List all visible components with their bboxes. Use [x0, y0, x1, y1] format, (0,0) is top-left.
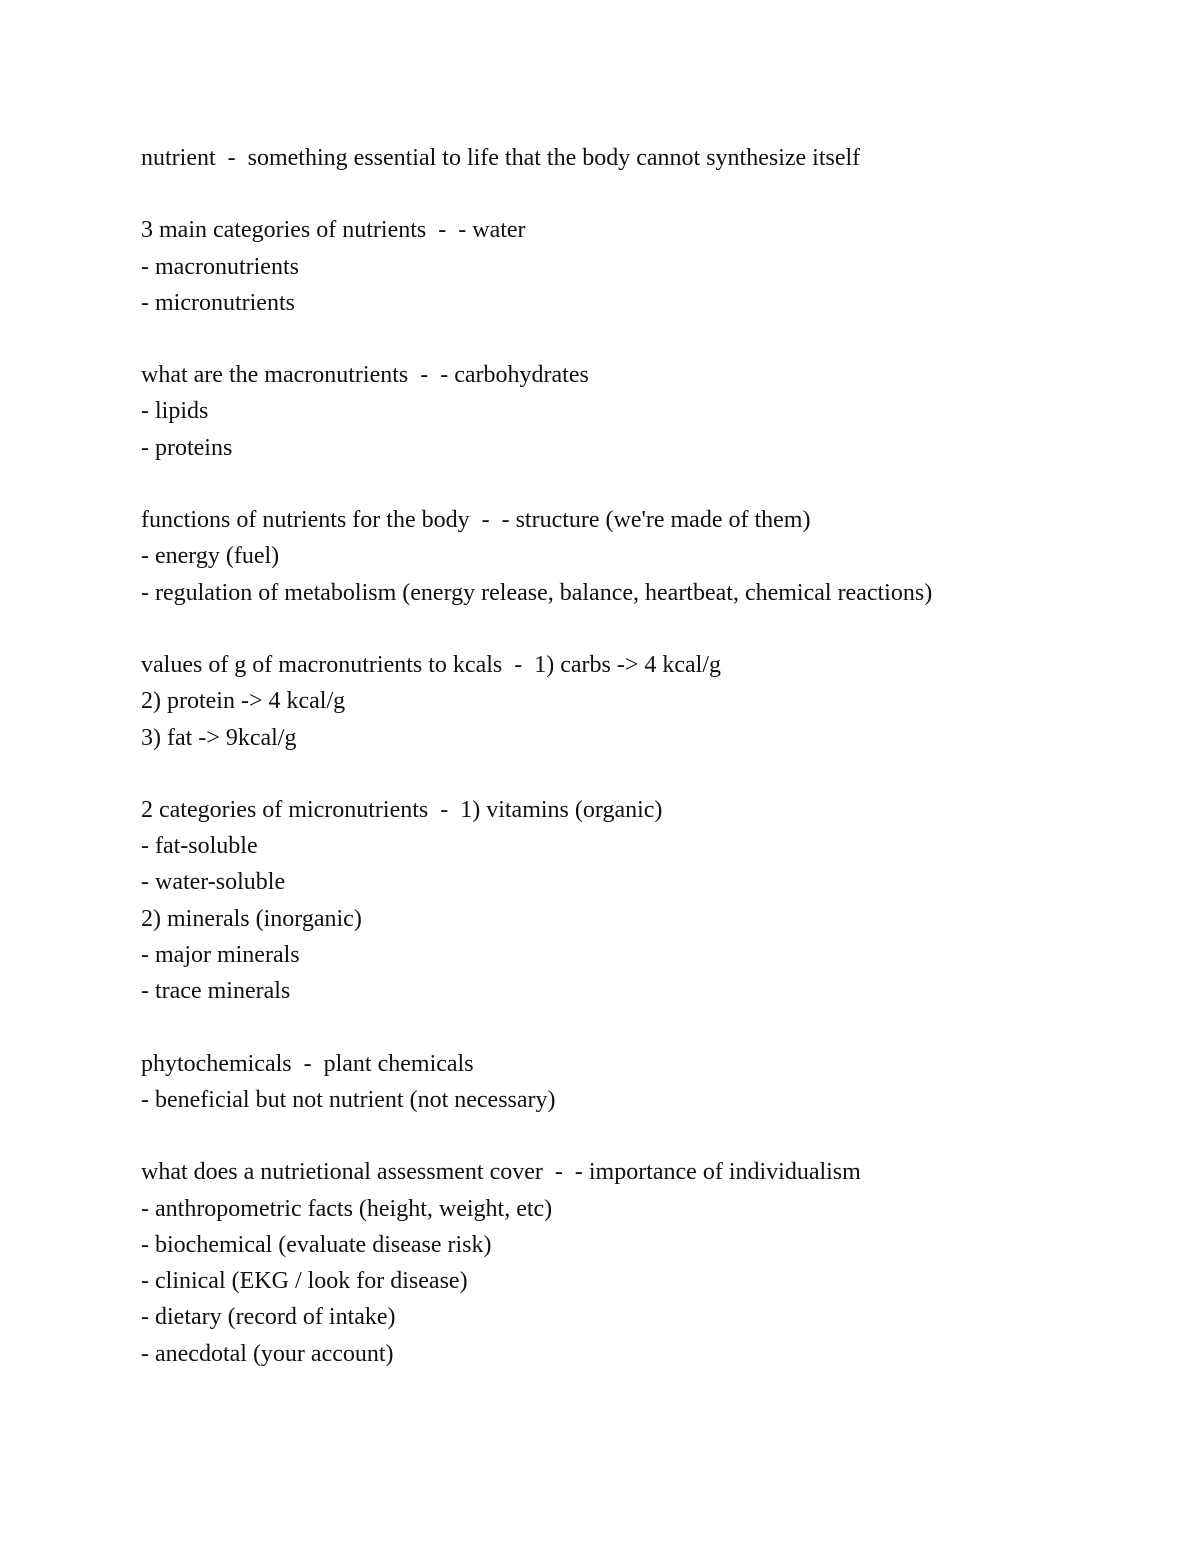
- note-block-categories: [141, 212, 1141, 321]
- note-line: - lipids: [141, 398, 209, 425]
- notes-content: [141, 140, 1141, 1408]
- note-line: 2 categories of micronutrients - 1) vitamins (organic): [141, 796, 663, 823]
- note-line: - biochemical (evaluate disease risk): [141, 1231, 492, 1258]
- note-line: what are the macronutrients - - carbohydrates: [141, 362, 589, 389]
- note-line: 2) protein -> 4 kcal/g: [141, 688, 346, 715]
- note-line: - beneficial but not nutrient (not necessary): [141, 1086, 556, 1113]
- note-block-kcal-values: [141, 647, 1141, 756]
- note-line: - anecdotal (your account): [141, 1340, 394, 1367]
- note-line: - major minerals: [141, 942, 300, 969]
- note-line: values of g of macronutrients to kcals - 1) carbs -> 4 kcal/g: [141, 651, 722, 678]
- note-line: - proteins: [141, 434, 233, 461]
- note-line: - energy (fuel): [141, 543, 280, 570]
- note-line: 3) fat -> 9kcal/g: [141, 724, 297, 751]
- note-line: 3 main categories of nutrients - - water: [141, 217, 526, 244]
- note-line: phytochemicals - plant chemicals: [141, 1050, 474, 1077]
- note-line: - clinical (EKG / look for disease): [141, 1268, 468, 1295]
- note-line: - fat-soluble: [141, 833, 258, 860]
- note-block-micronutrients: [141, 792, 1141, 1010]
- note-line: - water-soluble: [141, 869, 286, 896]
- note-block-functions: [141, 502, 1141, 611]
- note-line: - trace minerals: [141, 978, 291, 1005]
- note-block-assessment: [141, 1154, 1141, 1372]
- note-line: what does a nutrietional assessment cover - - importance of individualism: [141, 1159, 861, 1186]
- note-block-nutrient: [141, 140, 1141, 176]
- note-line: - anthropometric facts (height, weight, etc): [141, 1195, 553, 1222]
- note-line: functions of nutrients for the body - - structure (we're made of them): [141, 507, 811, 534]
- note-block-macronutrients: [141, 357, 1141, 466]
- note-line: nutrient - something essential to life that the body cannot synthesize itself: [141, 145, 861, 171]
- note-line: 2) minerals (inorganic): [141, 905, 362, 932]
- note-line: - micronutrients: [141, 289, 295, 316]
- note-block-phytochemicals: [141, 1046, 1141, 1119]
- note-line: - regulation of metabolism (energy release, balance, heartbeat, chemical reactions): [141, 579, 933, 606]
- note-line: - macronutrients: [141, 253, 299, 280]
- note-line: - dietary (record of intake): [141, 1304, 396, 1331]
